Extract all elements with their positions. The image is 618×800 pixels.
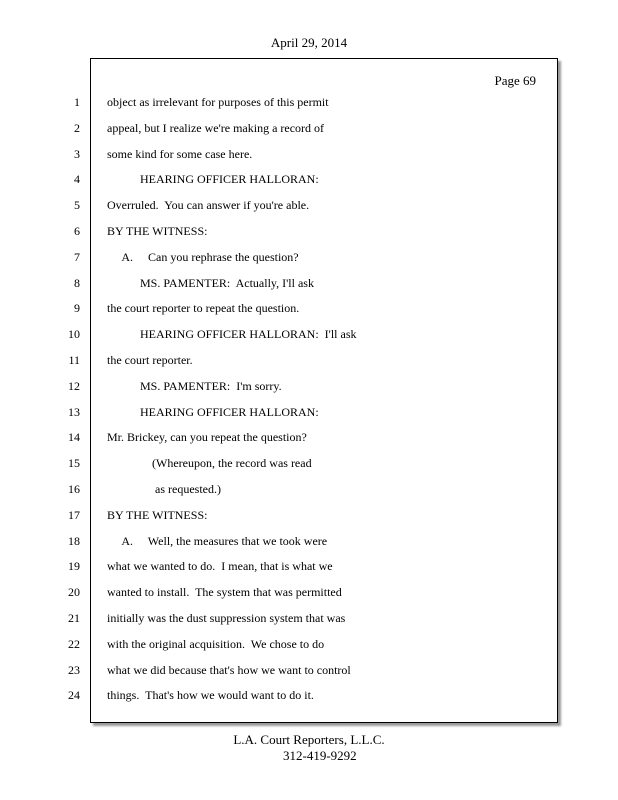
transcript-line: what we wanted to do. I mean, that is what we <box>107 559 333 574</box>
court-reporter-phone: 312-419-9292 <box>283 748 357 763</box>
transcript-line: BY THE WITNESS: <box>107 223 208 238</box>
transcript-line: initially was the dust suppression system that was <box>107 610 346 625</box>
transcript-line: with the original acquisition. We chose to do <box>107 636 325 651</box>
line-number: 21 <box>68 610 80 625</box>
line-number: 23 <box>68 662 80 677</box>
transcript-line: (Whereupon, the record was read <box>107 456 312 471</box>
transcript-text-column <box>107 90 547 709</box>
line-number: 18 <box>68 533 80 548</box>
transcript-line: A. Can you rephrase the question? <box>107 249 299 264</box>
transcript-line: MS. PAMENTER: I'm sorry. <box>107 378 282 393</box>
line-number-column <box>40 90 80 709</box>
transcript-line: HEARING OFFICER HALLORAN: I'll ask <box>107 327 357 342</box>
transcript-line: some kind for some case here. <box>107 146 253 161</box>
transcript-line: what we did because that's how we want to control <box>107 662 351 677</box>
transcript-line: Mr. Brickey, can you repeat the question? <box>107 430 307 445</box>
line-number: 10 <box>68 327 80 342</box>
transcript-date: April 29, 2014 <box>270 35 348 50</box>
transcript-line: HEARING OFFICER HALLORAN: <box>107 172 319 187</box>
line-number: 6 <box>74 223 80 238</box>
line-number: 7 <box>74 249 80 264</box>
line-number: 5 <box>74 198 80 213</box>
transcript-line: appeal, but I realize we're making a record of <box>107 120 325 135</box>
line-number: 22 <box>68 636 80 651</box>
page-number: Page 69 <box>494 73 536 88</box>
line-number: 17 <box>68 507 80 522</box>
transcript-line: wanted to install. The system that was permitted <box>107 585 342 600</box>
transcript-line: object as irrelevant for purposes of this permit <box>107 95 329 109</box>
transcript-line: BY THE WITNESS: <box>107 507 208 522</box>
transcript-line: Overruled. You can answer if you're able. <box>107 198 310 213</box>
line-number: 3 <box>74 146 80 161</box>
line-number: 12 <box>68 378 80 393</box>
transcript-line: as requested.) <box>107 481 221 496</box>
line-number: 8 <box>74 275 80 290</box>
transcript-line: the court reporter to repeat the question. <box>107 301 300 316</box>
transcript-line: MS. PAMENTER: Actually, I'll ask <box>107 275 314 290</box>
transcript-line: the court reporter. <box>107 352 193 367</box>
line-number: 4 <box>74 172 80 187</box>
line-number: 20 <box>68 585 80 600</box>
line-number: 13 <box>68 404 80 419</box>
transcript-line: A. Well, the measures that we took were <box>107 533 328 548</box>
transcript-line: HEARING OFFICER HALLORAN: <box>107 404 319 419</box>
line-number: 9 <box>74 301 80 316</box>
line-number: 24 <box>68 688 80 703</box>
line-number: 15 <box>68 456 80 471</box>
line-number: 14 <box>68 430 80 445</box>
line-number: 1 <box>74 95 80 109</box>
line-number: 19 <box>68 559 80 574</box>
line-number: 11 <box>68 352 80 367</box>
court-reporter-company: L.A. Court Reporters, L.L.C. <box>233 732 385 747</box>
transcript-line: things. That's how we would want to do it. <box>107 688 314 703</box>
line-number: 16 <box>68 481 80 496</box>
line-number: 2 <box>74 120 80 135</box>
